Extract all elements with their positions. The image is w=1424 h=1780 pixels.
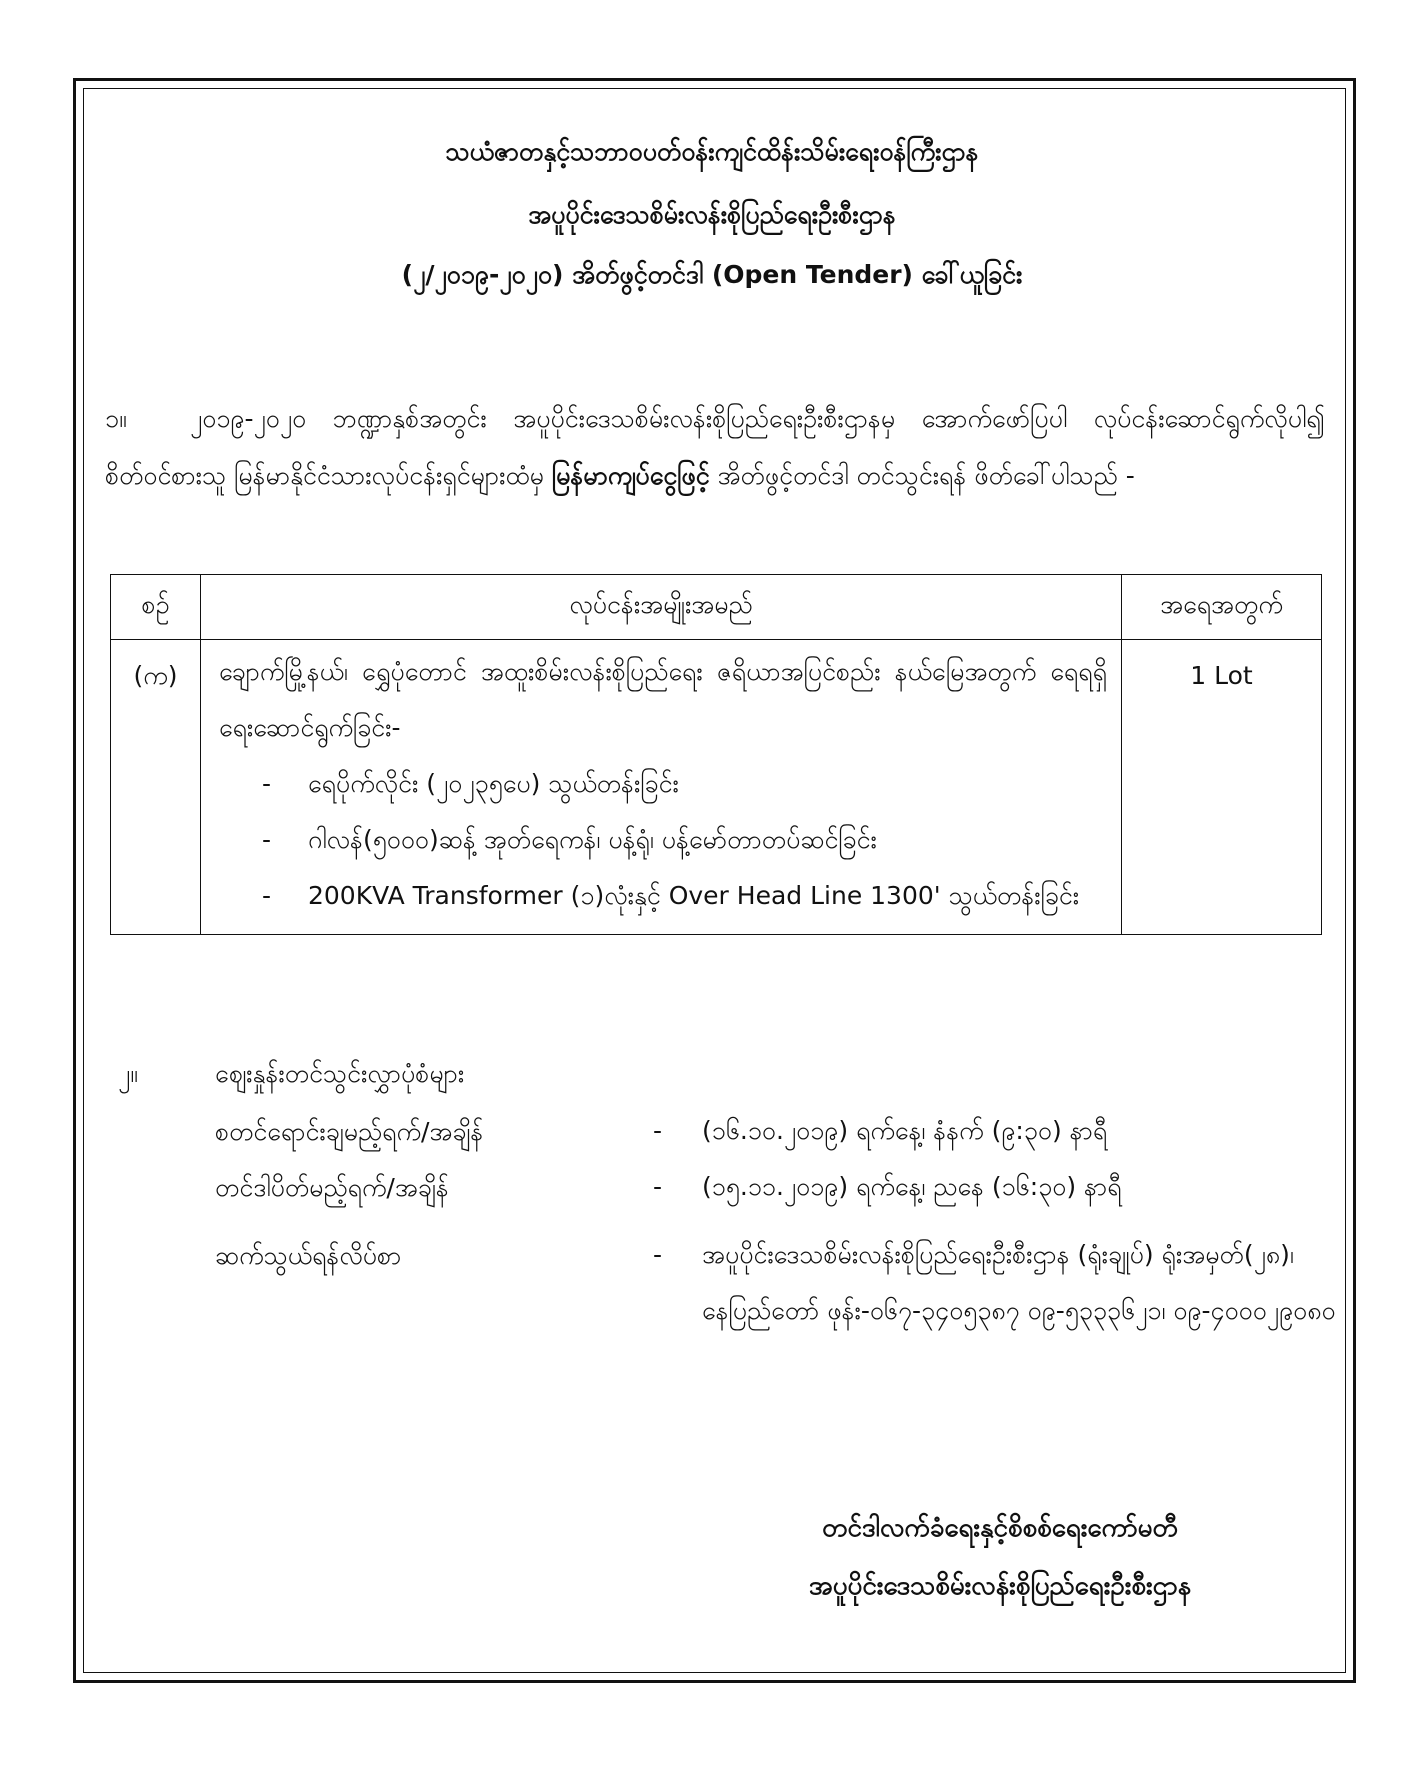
department-signature: အပူပိုင်းဒေသစိမ်းလန်းစိုပြည်ရေးဦးစီးဌာန: [808, 1571, 1192, 1601]
list-item: - ရေပိုက်လိုင်း (၂၀၂၃၅ပေ) သွယ်တန်းခြင်း: [262, 756, 1107, 812]
schedule-value: (၁၆.၁၀.၂၀၁၉) ရက်နေ့၊ နံနက် (၉:၃၀) နာရီ: [702, 1116, 1108, 1145]
schedule-label: တင်ဒါပိတ်မည့်ရက်/အချိန်: [215, 1173, 449, 1202]
committee-signature: တင်ဒါလက်ခံရေးနှင့်စိစစ်ရေးကော်မတီ: [822, 1513, 1178, 1543]
invitation-text-1: ၂၀၁၉-၂၀၂၀ ဘဏ္ဍာနှစ်အတွင်း အပူပိုင်းဒေသစိမ်းလန်းစိုပြည်ရေးဦးစီးဌာနမှ အောက်ဖော်ပြပါ လုပ်ငန်းဆောင်ရွက်လိုပါ၍ စိတ်ဝင်စားသူ မြန်မာနိုင်ငံသားလုပ်ငန်းရှင်များထံမှ: [105, 404, 1325, 490]
schedule-label: ဆက်သွယ်ရန်လိပ်စာ: [215, 1241, 402, 1270]
description-intro: ချောက်မြို့နယ်၊ ရွှေပုံတောင် အထူးစိမ်းလန်းစိုပြည်ရေး ဇရိယာအပြင်စည်း နယ်မြေအတွက် ရေရရှိရေးဆောင်ရွက်ခြင်း-: [219, 657, 1107, 742]
bullet-tank: ဂါလန်(၅၀၀၀)ဆန့် အုတ်ရေကန်၊ ပန့်ရုံ၊ ပန့်မော်တာတပ်ဆင်ခြင်း: [308, 825, 877, 854]
tender-table: [110, 574, 1322, 935]
tender-title: (၂/၂၀၁၉-၂၀၂၀) အိတ်ဖွင့်တင်ဒါ (Open Tender) ခေါ်ယူခြင်း: [401, 260, 1023, 289]
row-serial: (က): [111, 640, 201, 935]
invitation-text-2: အိတ်ဖွင့်တင်ဒါ တင်သွင်းရန် ဖိတ်ခေါ်ပါသည် -: [717, 461, 1135, 490]
table-header-row: [111, 575, 1322, 640]
list-item: - 200KVA Transformer (၁)လုံးနှင့် Over Head Line 1300' သွယ်တန်းခြင်း: [262, 868, 1107, 924]
schedule-dash: -: [653, 1116, 663, 1145]
header-work-type: လုပ်ငန်းအမျိုးအမည်: [201, 575, 1122, 640]
table-row: [111, 640, 1322, 935]
bullet-transformer: 200KVA Transformer (၁)လုံးနှင့် Over Head Line 1300' သွယ်တန်းခြင်း: [308, 881, 1080, 910]
schedule-dash: -: [653, 1172, 663, 1201]
list-item: - ဂါလန်(၅၀၀၀)ဆန့် အုတ်ရေကန်၊ ပန့်ရုံ၊ ပန့်မော်တာတပ်ဆင်ခြင်း: [262, 812, 1107, 868]
header-quantity: အရေအတွက်: [1122, 575, 1322, 640]
section-title: ဈေးနှုန်းတင်သွင်းလွှာပုံစံများ: [215, 1059, 465, 1088]
department-title: အပူပိုင်းဒေသစိမ်းလန်းစိုပြည်ရေးဦးစီးဌာန: [528, 200, 896, 229]
contact-address: အပူပိုင်းဒေသစိမ်းလန်းစိုပြည်ရေးဦးစီးဌာန (ရုံးချုပ်) ရုံးအမှတ်(၂၈)၊နေပြည်တော် ဖုန်း-၀၆၇-၃၄၀၅၃၈၇ ၀၉-၅၃၃၃၆၂၁၊ ၀၉-၄၀၀၀၂၉၀၈၀: [702, 1240, 1336, 1325]
paragraph-number: ၁။: [105, 404, 127, 433]
invitation-paragraph: [105, 390, 1325, 504]
currency-emphasis: မြန်မာကျပ်ငွေဖြင့်: [551, 461, 710, 490]
ministry-title: သယံဇာတနှင့်သဘာဝပတ်ဝန်းကျင်ထိန်းသိမ်းရေးဝန်ကြီးဌာန: [445, 137, 979, 166]
section-number: ၂။: [118, 1059, 138, 1088]
schedule-dash: -: [653, 1240, 663, 1269]
schedule-label: စတင်ရောင်းချမည့်ရက်/အချိန်: [215, 1117, 484, 1146]
header-serial: စဉ်: [111, 575, 201, 640]
schedule-value: (၁၅.၁၁.၂၀၁၉) ရက်နေ့၊ ညနေ (၁၆:၃၀) နာရီ: [702, 1172, 1122, 1201]
row-description: [201, 640, 1122, 935]
bullet-pipeline: ရေပိုက်လိုင်း (၂၀၂၃၅ပေ) သွယ်တန်းခြင်း: [308, 769, 679, 798]
row-quantity: 1 Lot: [1122, 640, 1322, 935]
